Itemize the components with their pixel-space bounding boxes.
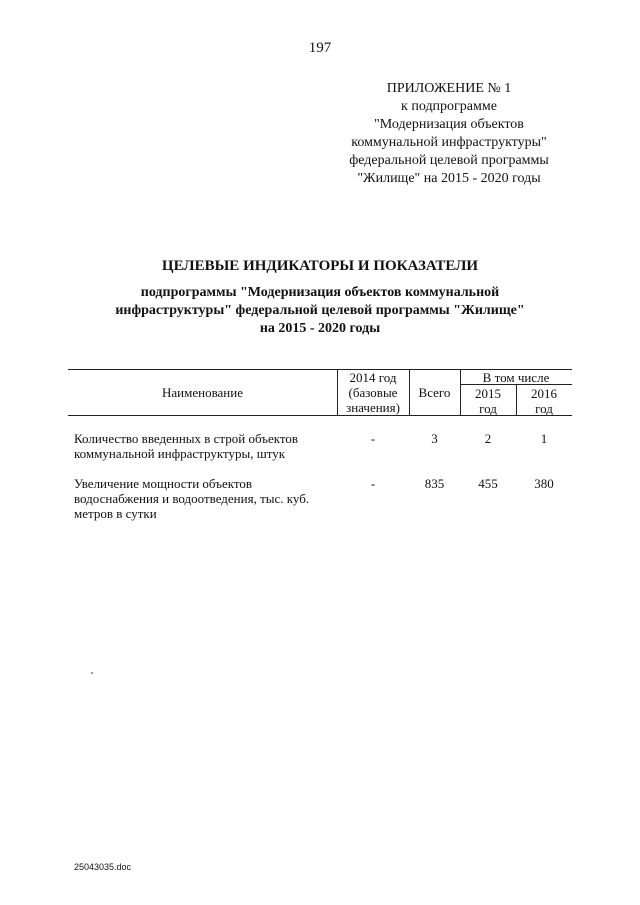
header-total: Всего	[418, 385, 451, 400]
row-2016-value: 1	[540, 431, 548, 446]
header-base-line: значения)	[346, 400, 400, 415]
appendix-line: "Жилище" на 2015 - 2020 годы	[357, 171, 541, 186]
document-title: ЦЕЛЕВЫЕ ИНДИКАТОРЫ И ПОКАЗАТЕЛИ	[161, 258, 479, 274]
appendix-line: "Модернизация объектов	[374, 117, 524, 132]
appendix-line: федеральной целевой программы	[349, 153, 549, 168]
header-group: В том числе	[482, 370, 550, 385]
row-name-line: коммунальной инфраструктуры, штук	[74, 446, 286, 461]
document-subtitle	[100, 284, 540, 338]
row-name-line: водоснабжения и водоотведения, тыс. куб.	[74, 491, 310, 506]
page-number: 197	[308, 40, 332, 56]
header-2016-line: 2016	[531, 386, 557, 401]
appendix-line: коммунальной инфраструктуры"	[351, 135, 547, 150]
header-2015	[460, 386, 516, 416]
appendix-line: к подпрограмме	[401, 99, 497, 114]
row-2015-value: 455	[478, 476, 498, 491]
header-2015-line: 2015	[475, 386, 501, 401]
row-base-value: -	[370, 476, 376, 491]
row-name-line: Количество введенных в строй объектов	[74, 431, 299, 446]
row-name-line: метров в сутки	[74, 506, 157, 521]
row-total-value: 3	[431, 431, 438, 446]
table-row-name	[74, 476, 332, 521]
row-2015-value: 2	[484, 431, 492, 446]
header-name: Наименование	[162, 385, 243, 400]
row-name-line: Увеличение мощности объектов	[74, 476, 253, 491]
subtitle-line: инфраструктуры" федеральной целевой программы "Жилище"	[115, 303, 525, 318]
header-2016-line: год	[535, 401, 553, 416]
appendix-line: ПРИЛОЖЕНИЕ № 1	[386, 81, 512, 96]
header-base-line: 2014 год	[349, 370, 397, 385]
stray-mark	[91, 672, 93, 674]
table-row-name	[74, 431, 332, 461]
subtitle-line: подпрограммы "Модернизация объектов коммунальной	[140, 285, 500, 300]
header-base-line: (базовые	[348, 385, 398, 400]
row-base-value: -	[370, 431, 376, 446]
header-base-values	[337, 370, 409, 415]
header-2015-line: год	[479, 401, 497, 416]
subtitle-line: на 2015 - 2020 годы	[259, 321, 381, 336]
appendix-header	[320, 80, 578, 188]
footer-filename: 25043035.doc	[74, 862, 132, 872]
row-total-value: 835	[424, 476, 445, 491]
header-2016	[516, 386, 572, 416]
row-2016-value: 380	[534, 476, 554, 491]
